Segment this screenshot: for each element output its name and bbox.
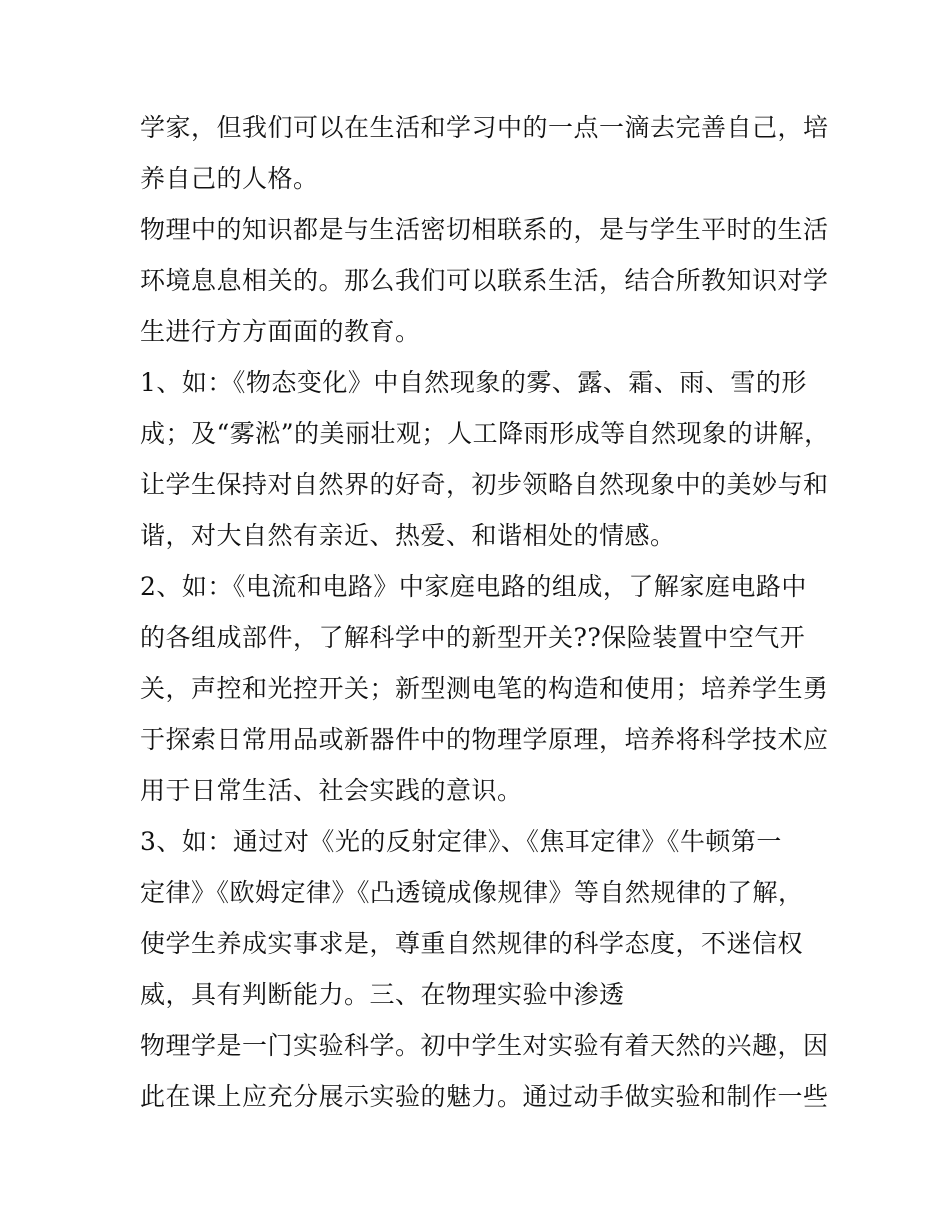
text-line: 用于日常生活、社会实践的意识。: [140, 776, 523, 805]
text-line: 谐，对大自然有亲近、热爱、和谐相处的情感。: [140, 521, 676, 550]
text-line: 成；及“雾淞”的美丽壮观；人工降雨形成等自然现象的讲解，: [140, 419, 830, 448]
text-line: 关，声控和光控开关；新型测电笔的构造和使用；培养学生勇: [140, 674, 829, 703]
text-line: 定律》《欧姆定律》《凸透镜成像规律》等自然规律的了解，: [140, 878, 804, 907]
text-line: 2、如：《电流和电路》中家庭电路的组成，了解家庭电路中: [140, 572, 807, 601]
text-line: 于探索日常用品或新器件中的物理学原理，培养将科学技术应: [140, 725, 829, 754]
text-line: 养自己的人格。: [140, 164, 319, 193]
text-line: 物理中的知识都是与生活密切相联系的，是与学生平时的生活: [140, 215, 829, 244]
text-line: 生进行方方面面的教育。: [140, 317, 421, 346]
text-line: 威，具有判断能力。三、在物理实验中渗透: [140, 980, 625, 1009]
text-line: 使学生养成实事求是，尊重自然规律的科学态度，不迷信权: [140, 929, 804, 958]
text-line: 学家，但我们可以在生活和学习中的一点一滴去完善自己，培: [140, 113, 829, 142]
text-line: 环境息息相关的。那么我们可以联系生活，结合所教知识对学: [140, 266, 829, 295]
text-line: 3、如：通过对《光的反射定律》、《焦耳定律》《牛顿第一: [140, 827, 782, 856]
text-line: 让学生保持对自然界的好奇，初步领略自然现象中的美妙与和: [140, 470, 829, 499]
body-text: [140, 102, 830, 1122]
text-line: 的各组成部件，了解科学中的新型开关??保险装置中空气开: [140, 623, 806, 652]
text-line: 物理学是一门实验科学。初中学生对实验有着天然的兴趣，因: [140, 1031, 829, 1060]
text-line: 1、如：《物态变化》中自然现象的雾、露、霜、雨、雪的形: [140, 368, 807, 397]
text-line: 此在课上应充分展示实验的魅力。通过动手做实验和制作一些: [140, 1082, 829, 1111]
